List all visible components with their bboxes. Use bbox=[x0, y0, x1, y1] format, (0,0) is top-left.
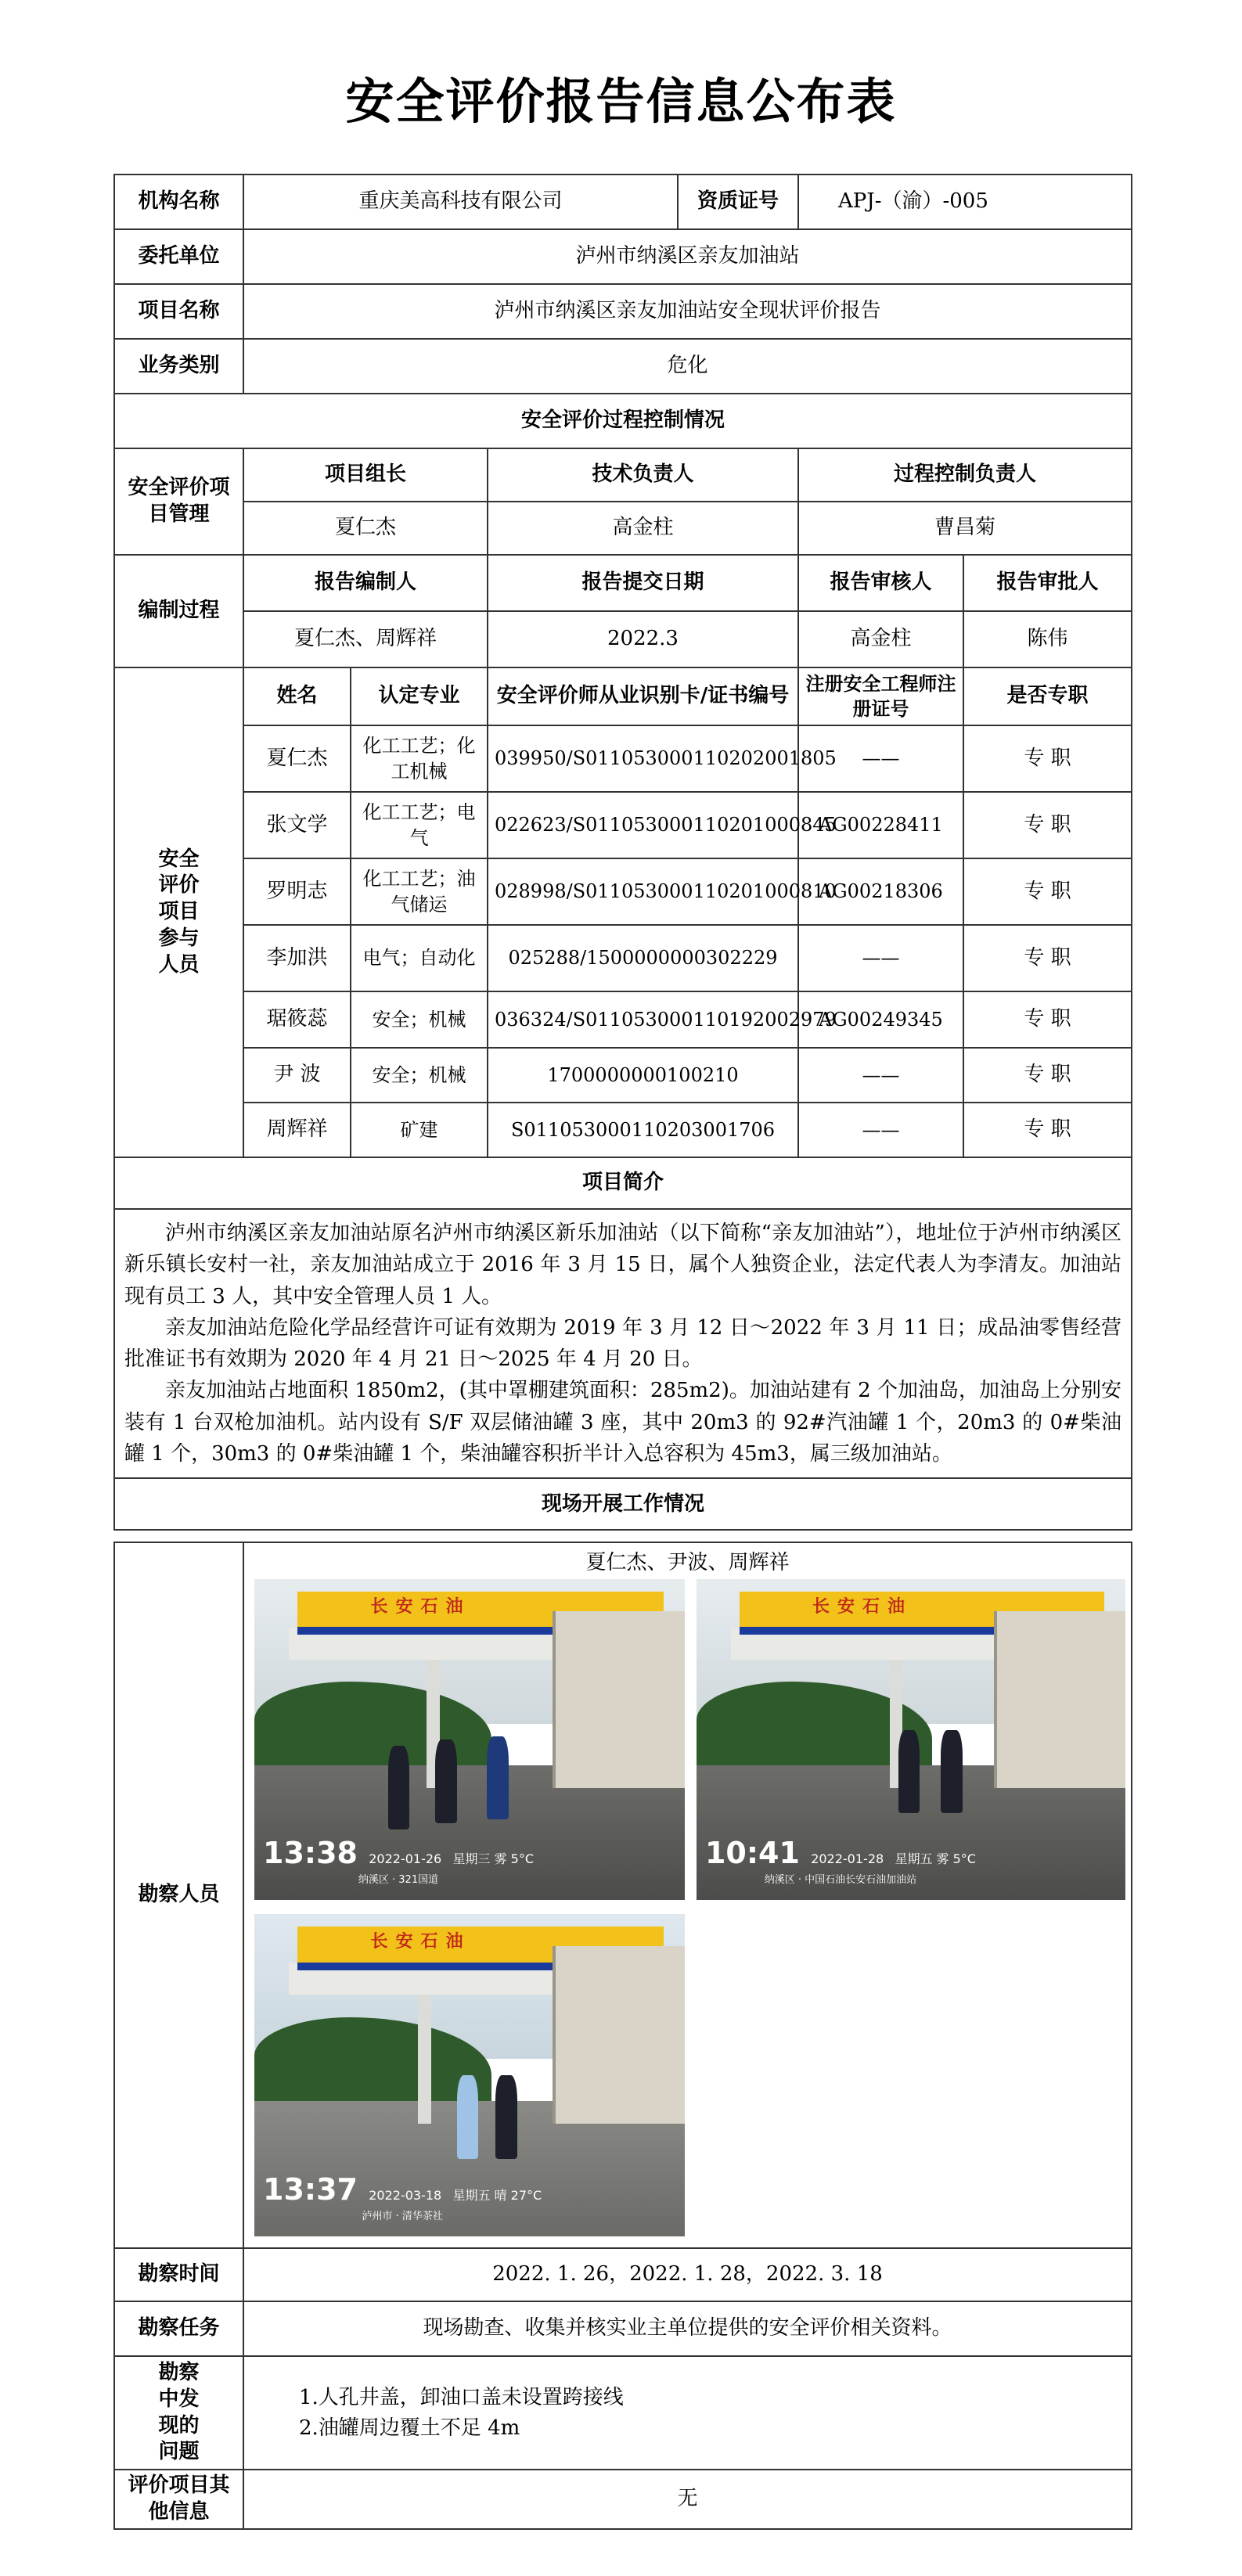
photo-location: 纳溪区 · 中国石油长安石油加油站 bbox=[764, 1874, 917, 1887]
photo-date: 2022-01-28 bbox=[811, 1851, 884, 1866]
photo-watermark bbox=[263, 1833, 534, 1887]
participant-reg: —— bbox=[798, 925, 963, 991]
participant-major: 电气；自动化 bbox=[351, 925, 488, 991]
mgmt-leader: 夏仁杰 bbox=[243, 502, 488, 555]
cert-label: 资质证号 bbox=[678, 174, 798, 229]
cert-value: APJ-（渝）-005 bbox=[798, 174, 1132, 229]
other-info-label: 评价项目其他信息 bbox=[114, 2470, 243, 2529]
participant-fulltime: 专 职 bbox=[963, 725, 1132, 792]
participant-reg: AG00249345 bbox=[798, 991, 963, 1048]
mgmt-header-tech: 技术负责人 bbox=[488, 448, 798, 502]
intro-paragraph: 泸州市纳溪区亲友加油站原名泸州市纳溪区新乐加油站（以下简称“亲友加油站”），地址位于泸州市纳溪区新乐镇长安村一社，亲友加油站成立于 2016 年 3 月 15 日，属个人独资企业，法定代表人为李清友。加油站现有员工 3 人，其中安全管理人员 1 人。 bbox=[124, 1221, 1122, 1308]
participant-name: 尹 波 bbox=[243, 1048, 351, 1103]
participant-major: 化工工艺；油气储运 bbox=[351, 858, 488, 925]
table-row bbox=[114, 925, 1132, 991]
part-header-card: 安全评价师从业识别卡/证书编号 bbox=[488, 667, 798, 725]
client-value: 泸州市纳溪区亲友加油站 bbox=[243, 229, 1132, 284]
photo-info: 星期五 晴 27°C bbox=[452, 2187, 542, 2203]
participant-reg: —— bbox=[798, 1103, 963, 1157]
photo-time: 13:38 bbox=[263, 1835, 358, 1870]
site-photo bbox=[254, 1914, 685, 2236]
part-header-reg: 注册安全工程师注册证号 bbox=[798, 667, 963, 725]
survey-people-label: 勘察人员 bbox=[114, 1542, 243, 2248]
intro-heading: 项目简介 bbox=[114, 1157, 1132, 1209]
survey-time-label: 勘察时间 bbox=[114, 2248, 243, 2301]
table-row bbox=[114, 858, 1132, 925]
compile-header-reviewer: 报告审核人 bbox=[798, 555, 963, 611]
participant-name: 罗明志 bbox=[243, 858, 351, 925]
participant-fulltime: 专 职 bbox=[963, 991, 1132, 1048]
participant-card: S011053000110203001706 bbox=[488, 1103, 798, 1157]
participant-reg: —— bbox=[798, 725, 963, 792]
participant-card: 039950/S011053000110202001805 bbox=[488, 725, 798, 792]
photo-time: 13:37 bbox=[263, 2171, 358, 2207]
mgmt-tech: 高金柱 bbox=[488, 502, 798, 555]
site-photo bbox=[254, 1579, 685, 1900]
site-photo bbox=[697, 1579, 1125, 1900]
other-info-value: 无 bbox=[243, 2470, 1132, 2529]
photo-location: 泸州市 · 清华茶社 bbox=[362, 2210, 443, 2222]
compile-author: 夏仁杰、周辉祥 bbox=[243, 611, 488, 667]
survey-issues-label: 勘察中发现的问题 bbox=[114, 2356, 243, 2470]
info-table bbox=[113, 174, 1132, 1531]
photo-watermark bbox=[705, 1833, 976, 1887]
process-section-heading: 安全评价过程控制情况 bbox=[114, 394, 1132, 448]
table-row bbox=[114, 991, 1132, 1048]
mgmt-header-control: 过程控制负责人 bbox=[798, 448, 1132, 502]
participant-fulltime: 专 职 bbox=[963, 1103, 1132, 1157]
org-value: 重庆美高科技有限公司 bbox=[243, 174, 678, 229]
participant-fulltime: 专 职 bbox=[963, 858, 1132, 925]
photo-date: 2022-01-26 bbox=[369, 1851, 442, 1866]
compile-header-author: 报告编制人 bbox=[243, 555, 488, 611]
participant-major: 安全；机械 bbox=[351, 1048, 488, 1103]
intro-body bbox=[114, 1209, 1132, 1478]
participant-card: 025288/1500000000302229 bbox=[488, 925, 798, 991]
participant-reg: AG00228411 bbox=[798, 792, 963, 858]
part-header-fulltime: 是否专职 bbox=[963, 667, 1132, 725]
participant-name: 李加洪 bbox=[243, 925, 351, 991]
participant-reg: AG00218306 bbox=[798, 858, 963, 925]
table-row bbox=[114, 792, 1132, 858]
photo-location: 纳溪区 · 321国道 bbox=[358, 1874, 439, 1887]
compile-label: 编制过程 bbox=[114, 555, 243, 667]
participant-name: 夏仁杰 bbox=[243, 725, 351, 792]
table-row bbox=[114, 1103, 1132, 1157]
participant-reg: —— bbox=[798, 1048, 963, 1103]
compile-reviewer: 高金柱 bbox=[798, 611, 963, 667]
intro-paragraph: 亲友加油站危险化学品经营许可证有效期为 2019 年 3 月 12 日～2022 年 3 月 11 日；成品油零售经营批准证书有效期为 2020 年 4 月 21 日～2025 年 4 月 20 日。 bbox=[124, 1315, 1122, 1372]
photo-time: 10:41 bbox=[704, 1835, 800, 1870]
part-header-name: 姓名 bbox=[243, 667, 351, 725]
compile-header-approver: 报告审批人 bbox=[963, 555, 1132, 611]
table-row bbox=[114, 725, 1132, 792]
management-label: 安全评价项目管理 bbox=[114, 448, 243, 555]
survey-table bbox=[113, 1542, 1132, 2530]
participant-major: 化工工艺；电气 bbox=[351, 792, 488, 858]
org-label: 机构名称 bbox=[114, 174, 243, 229]
page-title: 安全评价报告信息公布表 bbox=[345, 73, 897, 130]
survey-issues bbox=[243, 2356, 1132, 2470]
photo-info: 星期三 雾 5°C bbox=[452, 1851, 535, 1866]
participant-major: 化工工艺；化工机械 bbox=[351, 725, 488, 792]
participant-fulltime: 专 职 bbox=[963, 1048, 1132, 1103]
participant-fulltime: 专 职 bbox=[963, 925, 1132, 991]
photo-sign: 长安石油 bbox=[370, 1932, 471, 1952]
business-value: 危化 bbox=[243, 339, 1132, 394]
participant-card: 028998/S011053000110201000810 bbox=[488, 858, 798, 925]
mgmt-header-leader: 项目组长 bbox=[243, 448, 488, 502]
participant-name: 琚筱蕊 bbox=[243, 991, 351, 1048]
participants-label: 安全评价项目参与人员 bbox=[114, 667, 243, 1157]
compile-header-date: 报告提交日期 bbox=[488, 555, 798, 611]
survey-people-value: 夏仁杰、尹波、周辉祥 bbox=[585, 1551, 790, 1574]
photo-area bbox=[244, 1543, 1131, 2247]
photo-date: 2022-03-18 bbox=[369, 2187, 442, 2203]
part-header-major: 认定专业 bbox=[351, 667, 488, 725]
table-row bbox=[114, 1048, 1132, 1103]
survey-task-label: 勘察任务 bbox=[114, 2301, 243, 2356]
compile-date: 2022.3 bbox=[488, 611, 798, 667]
client-label: 委托单位 bbox=[114, 229, 243, 284]
participant-major: 安全；机械 bbox=[351, 991, 488, 1048]
participant-card: 036324/S011053000110192002979 bbox=[488, 991, 798, 1048]
issue-item: 1.人孔井盖，卸油口盖未设置跨接线 bbox=[299, 2385, 624, 2409]
mgmt-control: 曹昌菊 bbox=[798, 502, 1132, 555]
field-section-heading: 现场开展工作情况 bbox=[114, 1478, 1132, 1530]
participant-name: 周辉祥 bbox=[243, 1103, 351, 1157]
participant-fulltime: 专 职 bbox=[963, 792, 1132, 858]
survey-time-value: 2022. 1. 26，2022. 1. 28，2022. 3. 18 bbox=[243, 2248, 1132, 2301]
photo-sign: 长安石油 bbox=[812, 1596, 913, 1617]
photo-watermark bbox=[263, 2170, 542, 2224]
business-label: 业务类别 bbox=[114, 339, 243, 394]
compile-approver: 陈伟 bbox=[963, 611, 1132, 667]
participant-major: 矿建 bbox=[351, 1103, 488, 1157]
project-label: 项目名称 bbox=[114, 284, 243, 339]
participant-card: 022623/S011053000110201000845 bbox=[488, 792, 798, 858]
participant-card: 1700000000100210 bbox=[488, 1048, 798, 1103]
photo-info: 星期五 雾 5°C bbox=[895, 1851, 976, 1866]
issue-item: 2.油罐周边覆土不足 4m bbox=[299, 2416, 520, 2440]
photo-sign: 长安石油 bbox=[370, 1596, 471, 1617]
intro-paragraph: 亲友加油站占地面积 1850m2，(其中罩棚建筑面积：285m2)。加油站建有 2 个加油岛，加油岛上分别安装有 1 台双枪加油机。站内设有 S/F 双层储油罐 3 座，其中 20m3 的 92#汽油罐 1 个，20m3 的 0#柴油罐 1 个，30m3 的 0#柴油罐 1 个，柴油罐容积折半计入总容积为 45m3，属三级加油站。 bbox=[124, 1379, 1122, 1466]
survey-task-value: 现场勘查、收集并核实业主单位提供的安全评价相关资料。 bbox=[243, 2301, 1132, 2356]
participant-name: 张文学 bbox=[243, 792, 351, 858]
project-value: 泸州市纳溪区亲友加油站安全现状评价报告 bbox=[243, 284, 1132, 339]
